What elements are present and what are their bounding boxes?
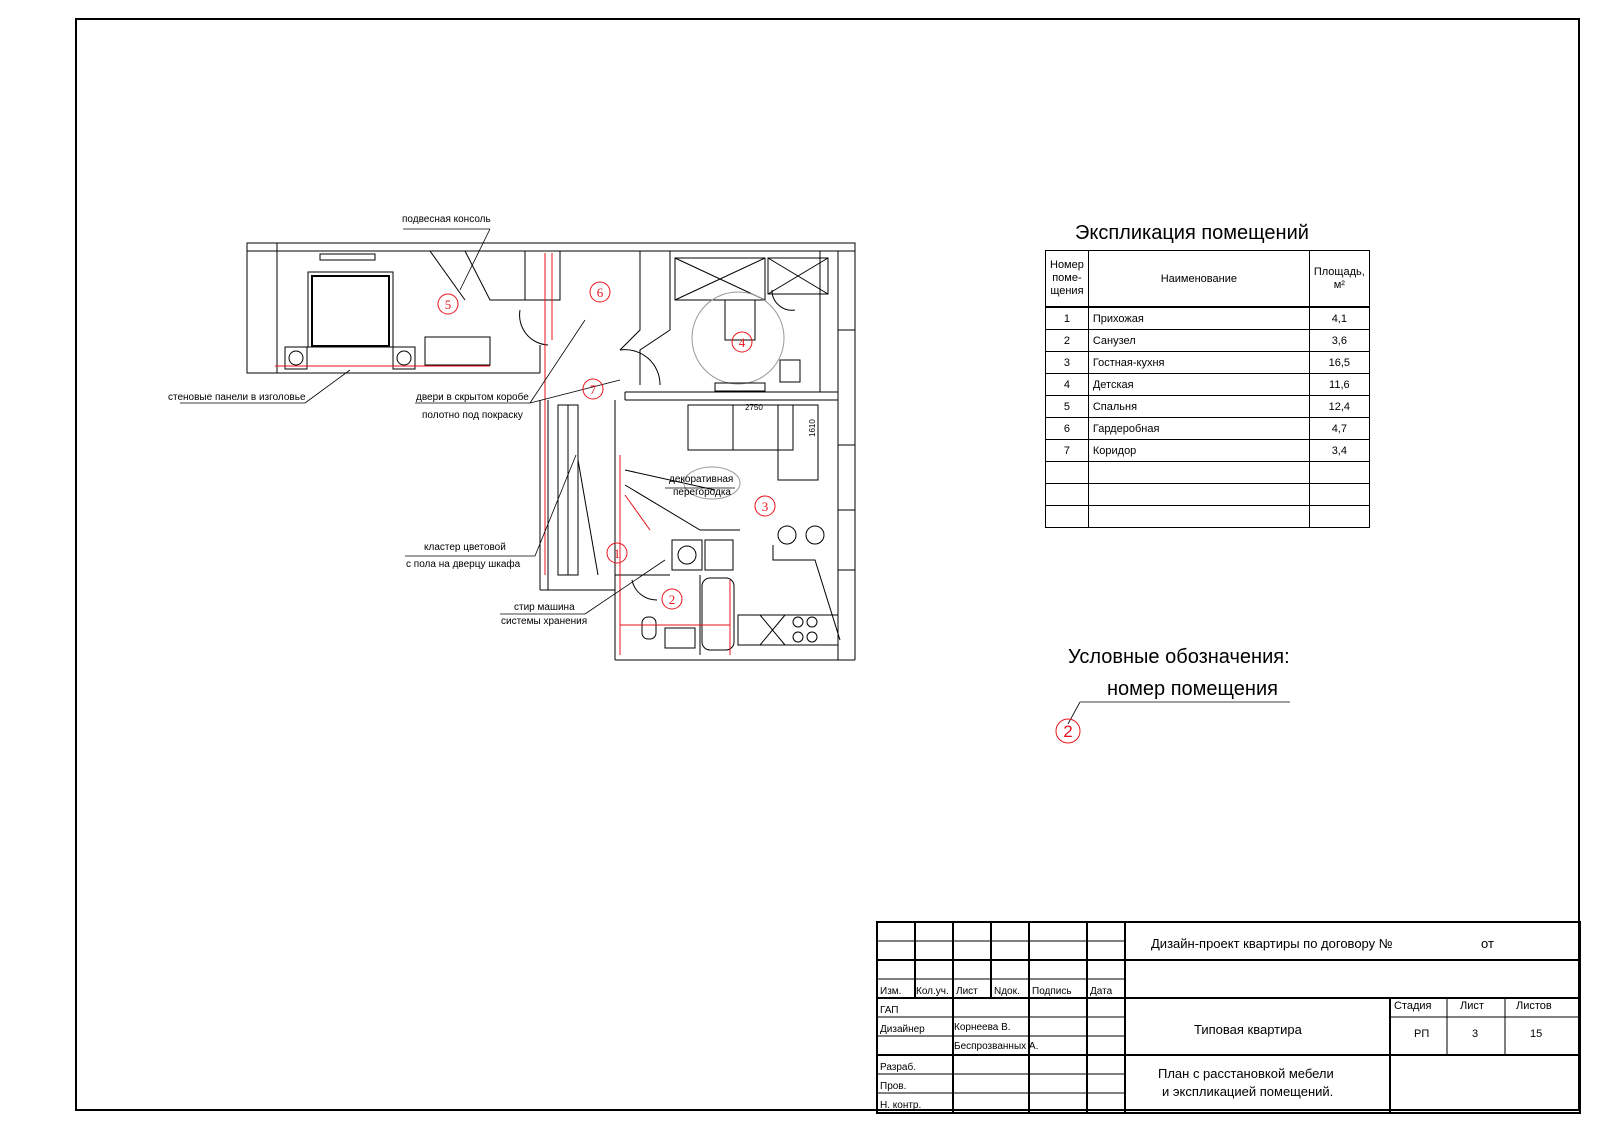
col-izm: Изм. xyxy=(880,986,902,997)
empty-row xyxy=(1046,506,1370,528)
table-header-row xyxy=(1046,251,1370,308)
table-row xyxy=(1046,374,1370,396)
row-number: 3 xyxy=(1046,352,1089,374)
empty-row xyxy=(1046,462,1370,484)
sheet-value: 3 xyxy=(1472,1028,1479,1040)
empty-row xyxy=(1046,484,1370,506)
callout-partition-1: декоративная xyxy=(669,474,734,485)
designer-name-1: Корнеева В. xyxy=(954,1022,1011,1033)
room-marker-6: 6 xyxy=(596,285,604,300)
row-name: Санузел xyxy=(1088,330,1309,352)
row-area: 4,7 xyxy=(1309,418,1369,440)
sheets-label: Листов xyxy=(1516,1000,1552,1012)
object-name: Типовая квартира xyxy=(1194,1022,1302,1037)
header-area: Площадь, м² xyxy=(1309,251,1369,308)
title-block xyxy=(876,922,1580,1113)
callout-washer-1: стир машина xyxy=(514,602,575,613)
drawing-title-1: План с расстановкой мебели xyxy=(1158,1066,1334,1081)
col-kol: Кол.уч. xyxy=(916,986,949,997)
row-name: Гардеробная xyxy=(1088,418,1309,440)
row-number: 4 xyxy=(1046,374,1089,396)
callout-cluster-1: кластер цветовой xyxy=(424,542,506,553)
col-data: Дата xyxy=(1090,986,1113,997)
dimension-width: 2750 xyxy=(745,403,763,412)
row-number: 2 xyxy=(1046,330,1089,352)
role-razrab: Разраб. xyxy=(880,1062,917,1073)
room-marker-1: 1 xyxy=(613,546,621,561)
row-name: Спальня xyxy=(1088,396,1309,418)
row-name: Коридор xyxy=(1088,440,1309,462)
table-row xyxy=(1046,418,1370,440)
table-row xyxy=(1046,352,1370,374)
row-name: Гостная-кухня xyxy=(1088,352,1309,374)
designer-name-2: Беспрозванных А. xyxy=(954,1041,1039,1052)
sheet-label: Лист xyxy=(1460,1000,1484,1012)
table-row xyxy=(1046,396,1370,418)
table-row xyxy=(1046,440,1370,462)
callout-partition-2: перегородка xyxy=(673,487,731,498)
callout-console: подвесная консоль xyxy=(402,214,491,225)
legend-title: Условные обозначения: xyxy=(1068,646,1290,668)
row-area: 11,6 xyxy=(1309,374,1369,396)
role-prov: Пров. xyxy=(880,1081,907,1092)
room-marker-5: 5 xyxy=(444,297,452,312)
explication-table xyxy=(1045,250,1370,528)
callout-washer-2: системы хранения xyxy=(501,616,588,627)
callout-cluster-2: с пола на дверцу шкафа xyxy=(406,559,521,570)
row-area: 3,4 xyxy=(1309,440,1369,462)
header-name: Наименование xyxy=(1088,251,1309,308)
dimension-depth: 1610 xyxy=(808,419,817,437)
drawing-title-2: и экспликацией помещений. xyxy=(1162,1084,1334,1099)
table-row xyxy=(1046,307,1370,330)
stage-value: РП xyxy=(1414,1028,1430,1040)
callout-wall-panels: стеновые панели в изголовье xyxy=(168,392,306,403)
legend-item-label: номер помещения xyxy=(1107,678,1278,700)
room-marker-2: 2 xyxy=(668,592,676,607)
row-number: 7 xyxy=(1046,440,1089,462)
sheets-value: 15 xyxy=(1530,1028,1543,1040)
row-name: Детская xyxy=(1088,374,1309,396)
row-area: 12,4 xyxy=(1309,396,1369,418)
legend-marker: 2 xyxy=(1063,722,1073,741)
role-gap: ГАП xyxy=(880,1005,899,1016)
project-from: от xyxy=(1481,936,1494,951)
row-area: 4,1 xyxy=(1309,307,1369,330)
row-area: 16,5 xyxy=(1309,352,1369,374)
callout-doors-2: полотно под покраску xyxy=(422,410,523,421)
row-number: 1 xyxy=(1046,307,1089,330)
row-number: 5 xyxy=(1046,396,1089,418)
table-row xyxy=(1046,330,1370,352)
callout-doors-1: двери в скрытом коробе xyxy=(416,392,529,403)
header-number: Номер поме- щения xyxy=(1046,251,1089,308)
room-marker-3: 3 xyxy=(761,499,769,514)
role-designer: Дизайнер xyxy=(880,1024,925,1035)
col-podpis: Подпись xyxy=(1032,986,1072,997)
explication-title: Экспликация помещений xyxy=(1075,222,1309,244)
role-nkontr: Н. контр. xyxy=(880,1100,922,1111)
row-name: Прихожая xyxy=(1088,307,1309,330)
row-number: 6 xyxy=(1046,418,1089,440)
room-marker-7: 7 xyxy=(589,382,597,397)
project-title: Дизайн-проект квартиры по договору № xyxy=(1151,936,1393,951)
col-list: Лист xyxy=(956,986,978,997)
col-ndok: Nдок. xyxy=(994,986,1020,997)
row-area: 3,6 xyxy=(1309,330,1369,352)
stage-label: Стадия xyxy=(1394,1000,1432,1012)
room-marker-4: 4 xyxy=(738,335,746,350)
